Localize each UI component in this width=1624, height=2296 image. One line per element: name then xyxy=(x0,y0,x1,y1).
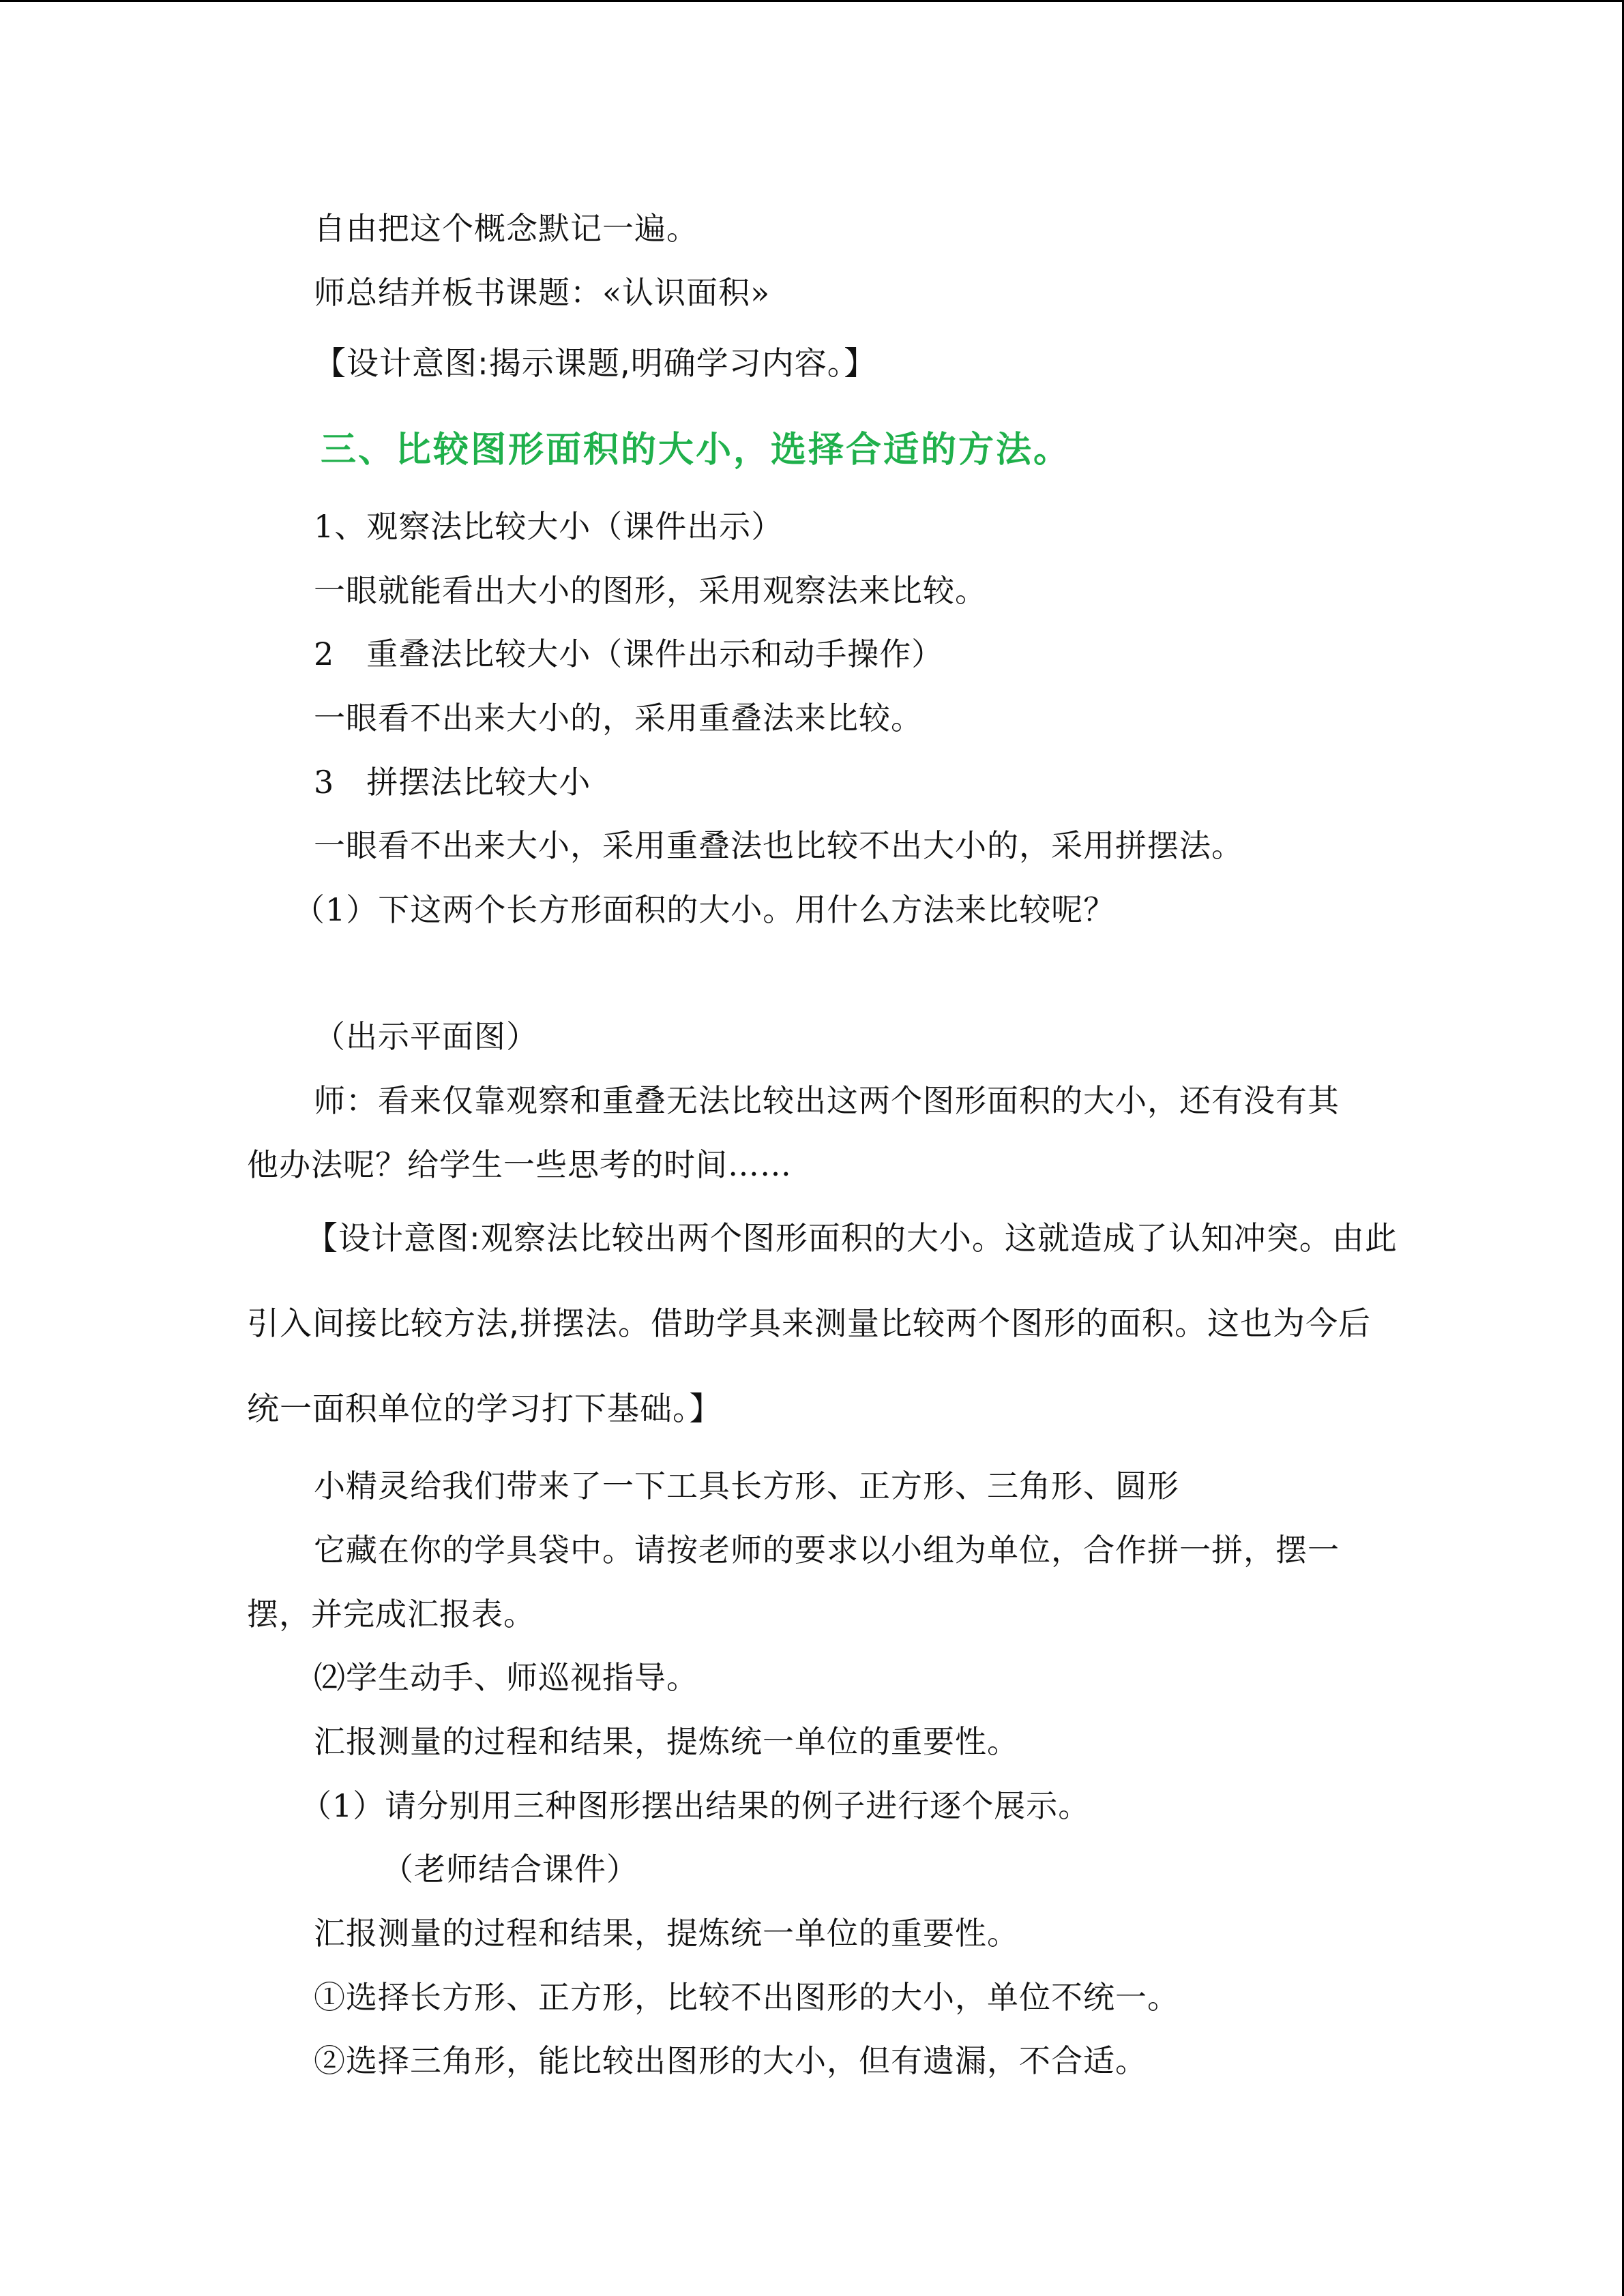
paragraph: 摆，并完成汇报表。 xyxy=(247,1596,535,1632)
design-intent-note: 统一面积单位的学习打下基础。】 xyxy=(247,1390,722,1428)
paragraph: 2 重叠法比较大小（课件出示和动手操作） xyxy=(314,636,944,672)
paragraph: 汇报测量的过程和结果，提炼统一单位的重要性。 xyxy=(314,1915,1019,1952)
paragraph: （1）请分别用三种图形摆出结果的例子进行逐个展示。 xyxy=(300,1787,1091,1824)
paragraph: 它藏在你的学具袋中。请按老师的要求以小组为单位，合作拼一拼，摆一 xyxy=(314,1532,1340,1568)
paragraph: ①选择长方形、正方形，比较不出图形的大小，单位不统一。 xyxy=(314,1979,1179,2016)
paragraph: 一眼看不出来大小的，采用重叠法来比较。 xyxy=(314,700,923,736)
paragraph: 3 拼摆法比较大小 xyxy=(314,764,591,801)
paragraph: ⑵学生动手、师巡视指导。 xyxy=(314,1659,698,1696)
design-intent-note: 【设计意图:观察法比较出两个图形面积的大小。这就造成了认知冲突。由此 xyxy=(306,1220,1398,1257)
paragraph: （出示平面图） xyxy=(314,1018,538,1055)
paragraph: 1、观察法比较大小（课件出示） xyxy=(314,508,784,545)
paragraph: 一眼就能看出大小的图形，采用观察法来比较。 xyxy=(314,572,987,609)
paragraph: （老师结合课件） xyxy=(382,1851,638,1888)
paragraph: 师总结并板书课题：«认识面积» xyxy=(314,274,771,311)
paragraph: 自由把这个概念默记一遍。 xyxy=(314,210,698,247)
design-intent-note: 引入间接比较方法,拼摆法。借助学具来测量比较两个图形的面积。这也为今后 xyxy=(247,1305,1371,1343)
paragraph: （1）下这两个长方形面积的大小。用什么方法来比较呢？ xyxy=(293,891,1116,928)
paragraph: 汇报测量的过程和结果，提炼统一单位的重要性。 xyxy=(314,1723,1019,1760)
paragraph: ②选择三角形，能比较出图形的大小，但有遗漏，不合适。 xyxy=(314,2042,1147,2079)
paragraph: 小精灵给我们带来了一下工具长方形、正方形、三角形、圆形 xyxy=(314,1467,1179,1504)
paragraph: 他办法呢？给学生一些思考的时间…… xyxy=(247,1146,792,1183)
paragraph: 一眼看不出来大小，采用重叠法也比较不出大小的，采用拼摆法。 xyxy=(314,827,1243,864)
design-intent-note: 【设计意图:揭示课题,明确学习内容。】 xyxy=(314,345,877,383)
section-heading: 三、比较图形面积的大小，选择合适的方法。 xyxy=(321,430,1072,471)
paragraph: 师：看来仅靠观察和重叠无法比较出这两个图形面积的大小，还有没有其 xyxy=(314,1082,1340,1119)
